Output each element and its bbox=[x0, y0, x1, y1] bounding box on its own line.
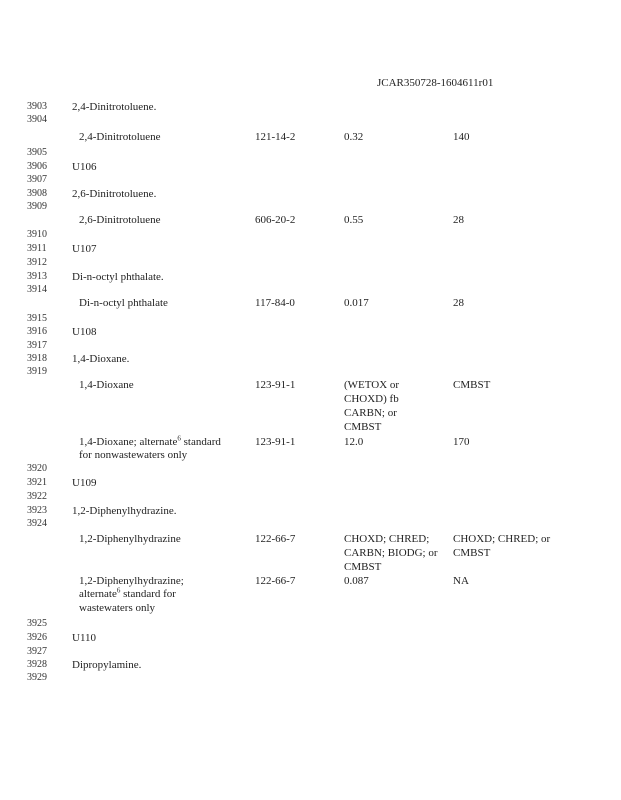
line-number: 3928 bbox=[27, 659, 47, 670]
section-heading: 2,6-Dinitrotoluene. bbox=[72, 188, 157, 200]
line-number: 3913 bbox=[27, 271, 47, 282]
constituent-name: 1,2-Diphenylhydrazine bbox=[79, 533, 181, 545]
wastewater-standard: 12.0 bbox=[344, 436, 364, 448]
line-number: 3914 bbox=[27, 284, 47, 295]
line-number: 3909 bbox=[27, 201, 47, 212]
cas-number: 121-14-2 bbox=[255, 131, 296, 143]
line-number: 3925 bbox=[27, 618, 47, 629]
line-number: 3924 bbox=[27, 518, 47, 529]
cas-number: 122-66-7 bbox=[255, 533, 296, 545]
footnote-marker: 6 bbox=[116, 586, 121, 595]
waste-code: U106 bbox=[72, 161, 97, 173]
cas-number: 123-91-1 bbox=[255, 379, 296, 391]
line-number: 3929 bbox=[27, 672, 47, 683]
cas-number: 122-66-7 bbox=[255, 575, 296, 587]
constituent-name-alternate bbox=[79, 587, 176, 601]
nonwastewater-standard: CMBST bbox=[453, 379, 491, 391]
line-number: 3918 bbox=[27, 353, 47, 364]
constituent-name-part: 1,2-Diphenylhydrazine; bbox=[79, 575, 184, 587]
waste-code: U110 bbox=[72, 632, 97, 644]
wastewater-standard: 0.32 bbox=[344, 131, 364, 143]
constituent-name-part: standard for bbox=[120, 588, 176, 600]
constituent-name-alternate bbox=[79, 435, 221, 449]
line-number: 3908 bbox=[27, 188, 47, 199]
line-number: 3906 bbox=[27, 161, 47, 172]
nonwastewater-standard: CHOXD; CHRED; or CMBST bbox=[453, 533, 551, 559]
line-number: 3922 bbox=[27, 491, 47, 502]
waste-code: U109 bbox=[72, 477, 97, 489]
line-number: 3904 bbox=[27, 114, 47, 125]
section-heading: Di-n-octyl phthalate. bbox=[72, 271, 164, 283]
wastewater-standard: 0.087 bbox=[344, 575, 369, 587]
nonwastewater-standard: 28 bbox=[453, 214, 464, 226]
line-number: 3916 bbox=[27, 326, 47, 337]
footnote-marker: 6 bbox=[177, 434, 181, 443]
wastewater-standard: (WETOX or CHOXD) fb CARBN; or CMBST bbox=[344, 379, 400, 433]
line-number: 3911 bbox=[27, 243, 47, 254]
cas-number: 123-91-1 bbox=[255, 436, 296, 448]
section-heading: 2,4-Dinitrotoluene. bbox=[72, 101, 157, 113]
constituent-name: 2,4-Dinitrotoluene bbox=[79, 131, 161, 143]
cas-number: 606-20-2 bbox=[255, 214, 296, 226]
wastewater-standard: 0.55 bbox=[344, 214, 364, 226]
section-heading: 1,2-Diphenylhydrazine. bbox=[72, 505, 177, 517]
line-number: 3910 bbox=[27, 229, 47, 240]
constituent-name-part: alternate bbox=[79, 588, 117, 600]
waste-code: U107 bbox=[72, 243, 97, 255]
section-heading: 1,4-Dioxane. bbox=[72, 353, 130, 365]
line-number: 3912 bbox=[27, 257, 47, 268]
line-number: 3903 bbox=[27, 101, 47, 112]
line-number: 3905 bbox=[27, 147, 47, 158]
nonwastewater-standard: 170 bbox=[453, 436, 470, 448]
line-number: 3917 bbox=[27, 340, 47, 351]
constituent-name: Di-n-octyl phthalate bbox=[79, 297, 168, 309]
constituent-name-part: 1,4-Dioxane; alternate bbox=[79, 436, 178, 448]
line-number: 3920 bbox=[27, 463, 47, 474]
line-number: 3926 bbox=[27, 632, 47, 643]
constituent-name: 2,6-Dinitrotoluene bbox=[79, 214, 161, 226]
line-number: 3927 bbox=[27, 646, 47, 657]
constituent-name-part: for nonwastewaters only bbox=[79, 449, 188, 461]
cas-number: 117-84-0 bbox=[255, 297, 295, 309]
constituent-name: 1,4-Dioxane bbox=[79, 379, 134, 391]
line-number: 3921 bbox=[27, 477, 47, 488]
nonwastewater-standard: 28 bbox=[453, 297, 464, 309]
section-heading: Dipropylamine. bbox=[72, 659, 142, 671]
wastewater-standard: CHOXD; CHRED; CARBN; BIODG; or CMBST bbox=[344, 533, 438, 573]
nonwastewater-standard: NA bbox=[453, 575, 469, 587]
line-number: 3923 bbox=[27, 505, 47, 516]
line-number: 3919 bbox=[27, 366, 47, 377]
document-id-header: JCAR350728-1604611r01 bbox=[377, 77, 494, 89]
constituent-name-part: standard bbox=[180, 436, 221, 448]
line-number: 3915 bbox=[27, 313, 47, 324]
constituent-name-part: wastewaters only bbox=[79, 602, 156, 614]
nonwastewater-standard: 140 bbox=[453, 131, 470, 143]
wastewater-standard: 0.017 bbox=[344, 297, 369, 309]
line-number: 3907 bbox=[27, 174, 47, 185]
waste-code: U108 bbox=[72, 326, 97, 338]
